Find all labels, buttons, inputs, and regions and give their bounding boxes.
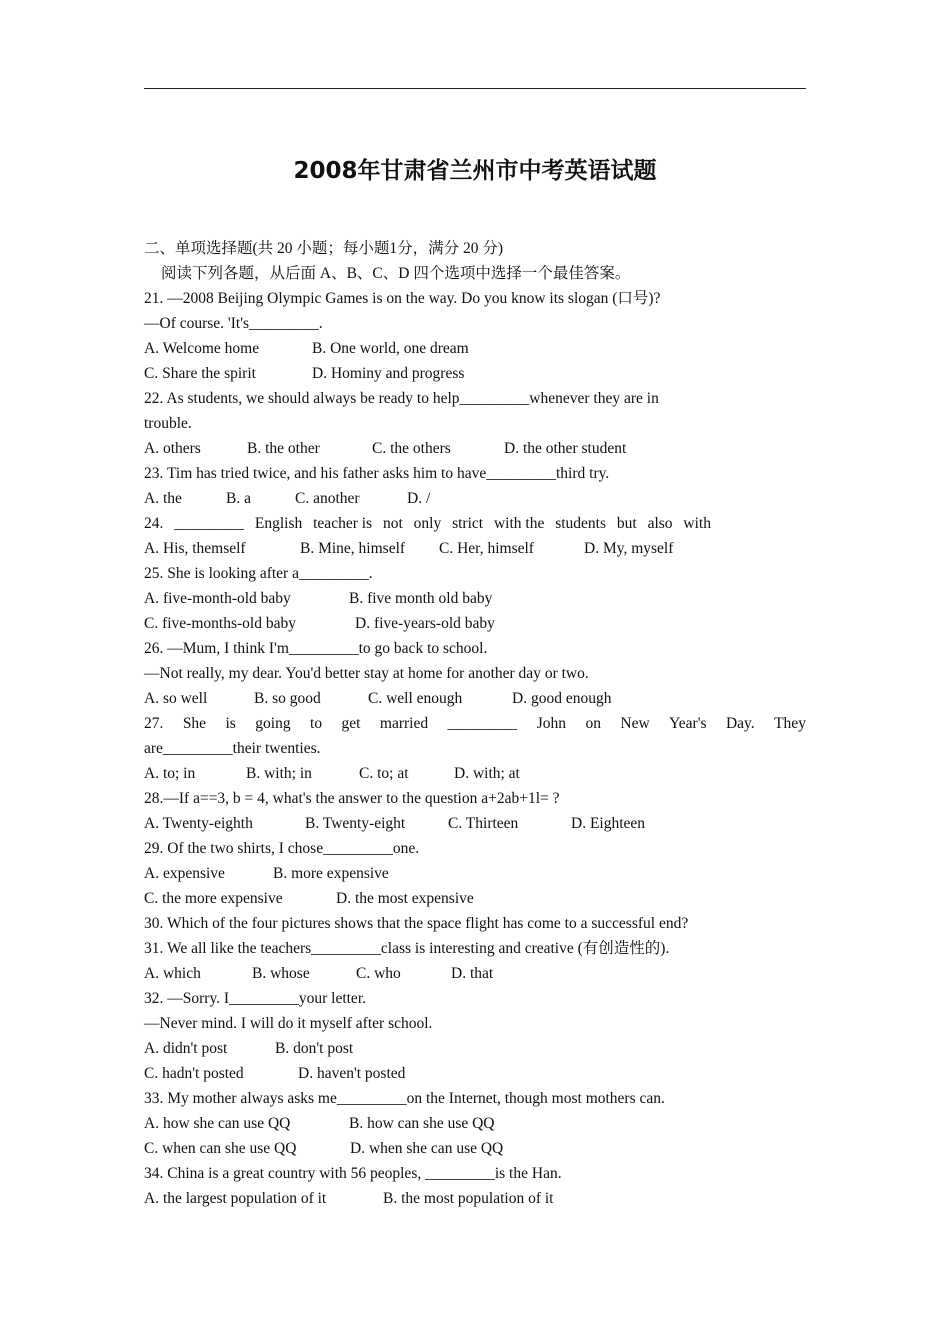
q31-option-c: C. who bbox=[356, 965, 401, 982]
q22-stem-2: trouble. bbox=[144, 415, 192, 432]
q27-stem-2: are_________their twenties. bbox=[144, 740, 321, 757]
q26-options bbox=[144, 686, 806, 711]
q26-stem: 26. —Mum, I think I'm_________to go back to school. bbox=[144, 640, 488, 657]
q25-options-ab bbox=[144, 586, 806, 611]
q34-options-ab bbox=[144, 1186, 806, 1211]
q29-option-b: B. more expensive bbox=[273, 865, 389, 882]
q29-stem: 29. Of the two shirts, I chose_________one. bbox=[144, 840, 420, 857]
q33-options-ab bbox=[144, 1111, 806, 1136]
q33-option-c: C. when can she use QQ bbox=[144, 1140, 297, 1157]
q27-word: Year's bbox=[669, 715, 707, 732]
q23-options bbox=[144, 486, 806, 511]
q23-option-b: B. a bbox=[226, 490, 251, 507]
q26-option-b: B. so good bbox=[254, 690, 321, 707]
q24-word: students bbox=[555, 515, 607, 532]
q24-word: with the bbox=[493, 515, 545, 532]
q24-word: strict bbox=[452, 515, 484, 532]
q30-stem: 30. Which of the four pictures shows that the space flight has come to a successful end? bbox=[144, 915, 689, 932]
q29-options-cd bbox=[144, 886, 806, 911]
q26-option-a: A. so well bbox=[144, 690, 208, 707]
q27-word: New bbox=[620, 715, 650, 732]
section-heading: 二、单项选择题(共 20 小题；每小题1分，满分 20 分) bbox=[144, 240, 504, 257]
q24-word: teacher is bbox=[313, 515, 373, 532]
q22-option-c: C. the others bbox=[372, 440, 451, 457]
q27-word: They bbox=[774, 715, 806, 732]
q33-option-d: D. when she can use QQ bbox=[350, 1140, 504, 1157]
q27-word: is bbox=[225, 715, 236, 732]
q21-options-ab bbox=[144, 336, 806, 361]
q21-option-a: A. Welcome home bbox=[144, 340, 260, 357]
q27-word: married bbox=[379, 715, 429, 732]
q27-stem bbox=[144, 711, 806, 736]
q23-option-a: A. the bbox=[144, 490, 182, 507]
q24-option-b: B. Mine, himself bbox=[300, 540, 406, 557]
header-rule bbox=[144, 88, 806, 89]
q28-option-a: A. Twenty-eighth bbox=[144, 815, 253, 832]
q24-stem bbox=[144, 511, 711, 536]
q21-stem-2: —Of course. 'It's_________. bbox=[144, 315, 323, 332]
q27-word: She bbox=[182, 715, 207, 732]
q29-option-c: C. the more expensive bbox=[144, 890, 283, 907]
q21-option-c: C. Share the spirit bbox=[144, 365, 256, 382]
q25-option-d: D. five-years-old baby bbox=[355, 615, 495, 632]
q32-options-cd bbox=[144, 1061, 806, 1086]
q24-word: only bbox=[413, 515, 442, 532]
q27-option-c: C. to; at bbox=[359, 765, 409, 782]
q25-stem: 25. She is looking after a_________. bbox=[144, 565, 373, 582]
q24-option-d: D. My, myself bbox=[584, 540, 674, 557]
q25-option-a: A. five-month-old baby bbox=[144, 590, 291, 607]
q27-word: on bbox=[585, 715, 601, 732]
q21-options-cd bbox=[144, 361, 806, 386]
q27-options bbox=[144, 761, 806, 786]
q27-word: 27. bbox=[144, 715, 164, 732]
q24-options bbox=[144, 536, 806, 561]
q24-word: not bbox=[382, 515, 403, 532]
q32-option-d: D. haven't posted bbox=[298, 1065, 406, 1082]
q23-option-d: D. / bbox=[407, 490, 431, 507]
q21-option-b: B. One world, one dream bbox=[312, 340, 469, 357]
q33-options-cd bbox=[144, 1136, 806, 1161]
q32-stem-2: —Never mind. I will do it myself after school. bbox=[144, 1015, 433, 1032]
q24-option-c: C. Her, himself bbox=[439, 540, 534, 557]
q32-option-a: A. didn't post bbox=[144, 1040, 228, 1057]
section-instruction: 阅读下列各题，从后面 A、B、C、D 四个选项中选择一个最佳答案。 bbox=[161, 265, 631, 282]
q22-option-a: A. others bbox=[144, 440, 201, 457]
q31-option-a: A. which bbox=[144, 965, 201, 982]
q25-options-cd bbox=[144, 611, 806, 636]
q22-stem: 22. As students, we should always be ready to help_________whenever they are in bbox=[144, 390, 659, 407]
q24-word: English bbox=[254, 515, 303, 532]
q28-options bbox=[144, 811, 806, 836]
q28-option-d: D. Eighteen bbox=[571, 815, 646, 832]
q22-options bbox=[144, 436, 806, 461]
q34-stem: 34. China is a great country with 56 peoples, _________is the Han. bbox=[144, 1165, 562, 1182]
q32-option-b: B. don't post bbox=[275, 1040, 354, 1057]
q23-option-c: C. another bbox=[295, 490, 360, 507]
q26-stem-2: —Not really, my dear. You'd better stay at home for another day or two. bbox=[144, 665, 589, 682]
q31-option-b: B. whose bbox=[252, 965, 310, 982]
q29-option-d: D. the most expensive bbox=[336, 890, 474, 907]
q26-option-d: D. good enough bbox=[512, 690, 612, 707]
q22-option-d: D. the other student bbox=[504, 440, 627, 457]
q27-option-d: D. with; at bbox=[454, 765, 520, 782]
q29-options-ab bbox=[144, 861, 806, 886]
q29-option-a: A. expensive bbox=[144, 865, 225, 882]
q24-word: also bbox=[647, 515, 673, 532]
q24-word: 24. bbox=[144, 515, 164, 532]
q33-stem: 33. My mother always asks me_________on the Internet, though most mothers can. bbox=[144, 1090, 665, 1107]
exam-body bbox=[144, 236, 806, 1211]
q31-stem: 31. We all like the teachers_________class is interesting and creative (有创造性的). bbox=[144, 940, 670, 957]
q24-word: with bbox=[683, 515, 711, 532]
q32-option-c: C. hadn't posted bbox=[144, 1065, 244, 1082]
q33-option-b: B. how can she use QQ bbox=[349, 1115, 495, 1132]
q34-option-a: A. the largest population of it bbox=[144, 1190, 327, 1207]
q28-option-b: B. Twenty-eight bbox=[305, 815, 406, 832]
q32-options-ab bbox=[144, 1036, 806, 1061]
q28-option-c: C. Thirteen bbox=[448, 815, 519, 832]
q34-option-b: B. the most population of it bbox=[383, 1190, 554, 1207]
q21-option-d: D. Hominy and progress bbox=[312, 365, 465, 382]
q27-word: Day. bbox=[725, 715, 755, 732]
q28-stem: 28.—If a==3, b = 4, what's the answer to the question a+2ab+1l= ? bbox=[144, 790, 560, 807]
q24-word: but bbox=[616, 515, 637, 532]
q21-stem: 21. —2008 Beijing Olympic Games is on the way. Do you know its slogan (口号)? bbox=[144, 290, 661, 307]
page-title: 2008年甘肃省兰州市中考英语试题 bbox=[293, 158, 657, 184]
q27-word: going bbox=[255, 715, 291, 732]
q25-option-c: C. five-months-old baby bbox=[144, 615, 296, 632]
q25-option-b: B. five month old baby bbox=[349, 590, 493, 607]
q24-option-a: A. His, themself bbox=[144, 540, 246, 557]
q27-blank: _________ bbox=[447, 715, 518, 732]
q27-option-b: B. with; in bbox=[246, 765, 312, 782]
q31-options bbox=[144, 961, 806, 986]
q26-option-c: C. well enough bbox=[368, 690, 463, 707]
q24-blank: _________ bbox=[174, 515, 244, 532]
q32-stem: 32. —Sorry. I_________your letter. bbox=[144, 990, 366, 1007]
q27-word: to bbox=[310, 715, 323, 732]
q33-option-a: A. how she can use QQ bbox=[144, 1115, 291, 1132]
q22-option-b: B. the other bbox=[247, 440, 320, 457]
q23-stem: 23. Tim has tried twice, and his father asks him to have_________third try. bbox=[144, 465, 610, 482]
q27-option-a: A. to; in bbox=[144, 765, 196, 782]
q27-word: John bbox=[536, 715, 567, 732]
q31-option-d: D. that bbox=[451, 965, 494, 982]
q27-word: get bbox=[341, 715, 361, 732]
